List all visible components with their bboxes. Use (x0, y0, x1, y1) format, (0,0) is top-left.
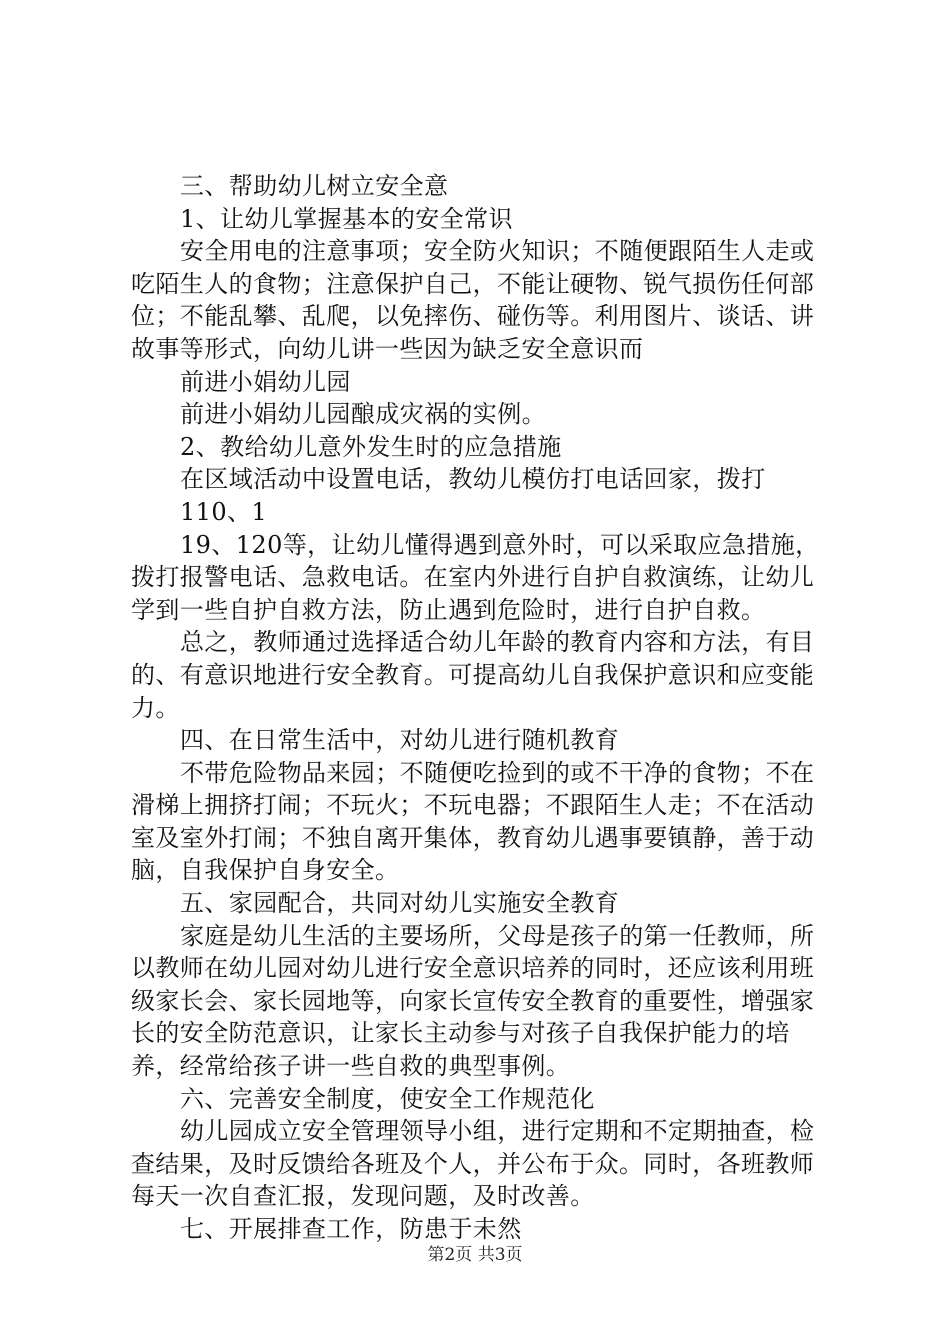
paragraph-daily-rules: 不带危险物品来园；不随便吃捡到的或不干净的食物；不在滑梯上拥挤打闹；不玩火；不玩电器；不跟陌生人走；不在活动室及室外打闹；不独自离开集体，教育幼儿遇事要镇静，善于动脑，自我保护自身安全。 (131, 758, 815, 885)
heading-section-5: 五、家园配合，共同对幼儿实施安全教育 (180, 889, 620, 918)
paragraph-safety-knowledge: 安全用电的注意事项；安全防火知识；不随便跟陌生人走或吃陌生人的食物；注意保护自己，不能让硬物、锐气损伤任何部位；不能乱攀、乱爬，以免摔伤、碰伤等。利用图片、谈话、讲故事等形式，向幼儿讲一些因为缺乏安全意识而 (131, 237, 815, 363)
heading-section-4: 四、在日常生活中，对幼儿进行随机教育 (180, 726, 620, 755)
paragraph-summary: 总之，教师通过选择适合幼儿年龄的教育内容和方法，有目的、有意识地进行安全教育。可提高幼儿自我保护意识和应变能力。 (131, 628, 815, 722)
paragraph-disaster-examples: 前进小娟幼儿园酿成灾祸的实例。 (180, 400, 546, 429)
heading-section-7: 七、开展排查工作，防患于未然 (180, 1215, 522, 1243)
subheading-emergency-measures: 2、教给幼儿意外发生时的应急措施 (180, 432, 562, 461)
paragraph-emergency-drills: 19、120等，让幼儿懂得遇到意外时，可以采取应急措施，拨打报警电话、急救电话。在室内外进行自护自救演练，让幼儿学到一些自护自救方法，防止遇到危险时，进行自护自救。 (131, 530, 820, 624)
paragraph-phone-numbers: 110、1 (180, 497, 268, 526)
heading-section-3: 三、帮助幼儿树立安全意 (180, 172, 449, 200)
subheading-safety-knowledge: 1、让幼儿掌握基本的安全常识 (180, 204, 513, 233)
paragraph-family-cooperation: 家庭是幼儿生活的主要场所，父母是孩子的第一任教师，所以教师在幼儿园对幼儿进行安全意识培养的同时，还应该利用班级家长会、家长园地等，向家长宣传安全教育的重要性，增强家长的安全防范意识，让家长主动参与对孩子自我保护能力的培养，经常给孩子讲一些自救的典型事例。 (131, 921, 815, 1081)
heading-section-6: 六、完善安全制度，使安全工作规范化 (180, 1084, 595, 1113)
paragraph-kindergarten-name: 前进小娟幼儿园 (180, 367, 351, 396)
paragraph-safety-system: 幼儿园成立安全管理领导小组，进行定期和不定期抽查，检查结果，及时反馈给各班及个人，并公布于众。同时，各班教师每天一次自查汇报，发现问题，及时改善。 (131, 1117, 815, 1211)
document-body (131, 170, 831, 1246)
paragraph-phone-practice: 在区域活动中设置电话，教幼儿模仿打电话回家，拨打 (180, 465, 766, 494)
page-number-footer: 第2页 共3页 (427, 1245, 523, 1265)
